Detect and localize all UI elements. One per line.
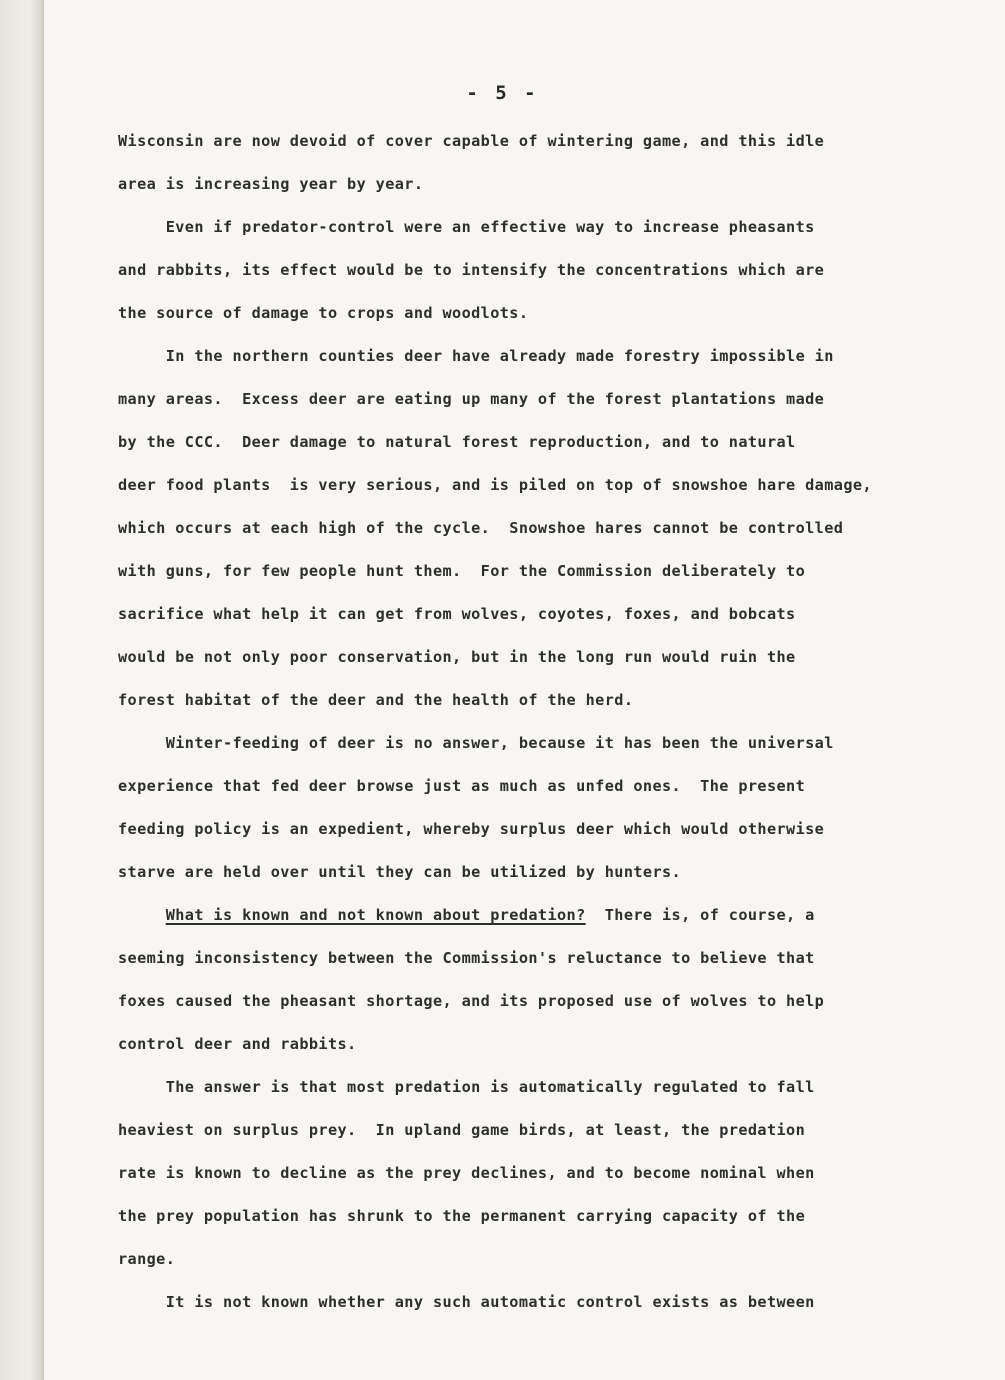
text-line: with guns, for few people hunt them. For the Commission deliberately to: [118, 562, 806, 580]
text-line: rate is known to decline as the prey declines, and to become nominal when: [118, 1164, 815, 1182]
text-line: which occurs at each high of the cycle. Snowshoe hares cannot be controlled: [118, 519, 844, 537]
page-number: - 5 -: [466, 82, 539, 104]
text-line: Wisconsin are now devoid of cover capable of wintering game, and this idle: [118, 132, 825, 150]
text-line: foxes caused the pheasant shortage, and its proposed use of wolves to help: [118, 992, 825, 1010]
text-line: deer food plants is very serious, and is piled on top of snowshoe hare damage,: [118, 476, 872, 494]
section-heading-line: [118, 894, 968, 937]
text-line: would be not only poor conservation, but in the long run would ruin the: [118, 648, 796, 666]
text-line: by the CCC. Deer damage to natural forest reproduction, and to natural: [118, 433, 796, 451]
text-line: forest habitat of the deer and the health of the herd.: [118, 691, 634, 709]
text-line: It is not known whether any such automatic control exists as between: [118, 1293, 815, 1311]
text-line: many areas. Excess deer are eating up many of the forest plantations made: [118, 390, 825, 408]
page-binding-edge: [0, 0, 42, 1380]
text-line: the prey population has shrunk to the permanent carrying capacity of the: [118, 1207, 806, 1225]
heading-line-rest: There is, of course, a: [585, 906, 815, 924]
section-heading: What is known and not known about predation?: [165, 906, 586, 924]
text-line: feeding policy is an expedient, whereby surplus deer which would otherwise: [118, 820, 825, 838]
text-line: experience that fed deer browse just as much as unfed ones. The present: [118, 777, 806, 795]
text-line: In the northern counties deer have already made forestry impossible in: [118, 347, 834, 365]
heading-indent: [118, 906, 166, 924]
text-line: seeming inconsistency between the Commission's reluctance to believe that: [118, 949, 815, 967]
text-line: Even if predator-control were an effective way to increase pheasants: [118, 218, 815, 236]
text-line: starve are held over until they can be utilized by hunters.: [118, 863, 682, 881]
text-line: and rabbits, its effect would be to intensify the concentrations which are: [118, 261, 825, 279]
text-line: heaviest on surplus prey. In upland game birds, at least, the predation: [118, 1121, 806, 1139]
document-body: [118, 120, 968, 1324]
text-line: range.: [118, 1250, 176, 1268]
text-line: The answer is that most predation is automatically regulated to fall: [118, 1078, 815, 1096]
text-line: Winter-feeding of deer is no answer, because it has been the universal: [118, 734, 834, 752]
text-line: sacrifice what help it can get from wolves, coyotes, foxes, and bobcats: [118, 605, 796, 623]
text-line: control deer and rabbits.: [118, 1035, 357, 1053]
text-line: the source of damage to crops and woodlots.: [118, 304, 529, 322]
text-line: area is increasing year by year.: [118, 175, 424, 193]
